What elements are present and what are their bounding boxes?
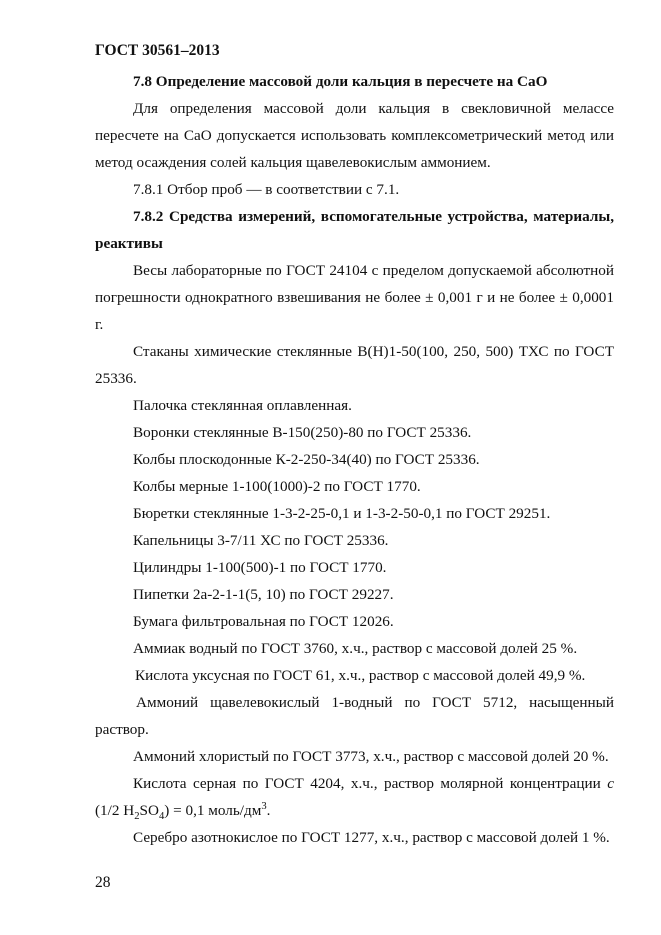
list-item: Капельницы 3-7/11 ХС по ГОСТ 25336. <box>133 532 389 549</box>
page-number: 28 <box>95 874 111 891</box>
list-item: Палочка стеклянная оплавленная. <box>133 397 352 414</box>
formula-paragraph <box>95 770 614 824</box>
formula-superscript: 3 <box>261 800 267 812</box>
list-item: Весы лабораторные по ГОСТ 24104 с пределом допускаемой абсолютной погрешности однократного взвешивания не более ± 0,001 г и не более ± 0,0001 г. <box>95 262 614 333</box>
list-item: Аммиак водный по ГОСТ 3760, х.ч., раствор с массовой долей 25 %. <box>133 640 578 657</box>
document-body <box>95 68 614 851</box>
section-heading: 7.8 Определение массовой доли кальция в пересчете на CaO <box>133 73 548 90</box>
formula-mid: SO <box>139 802 159 819</box>
list-item: Бумага фильтровальная по ГОСТ 12026. <box>133 613 394 630</box>
formula-open: (1/2 H <box>95 802 135 819</box>
formula-subscript: 4 <box>158 811 165 823</box>
paragraph: Для определения массовой доли кальция в свекловичной мелассе пересчете на CaO допускается использовать комплексометрический метод или метод осаждения солей кальция щавелевокислым аммонием. <box>95 100 614 171</box>
list-item: Цилиндры 1-100(500)-1 по ГОСТ 1770. <box>133 559 387 576</box>
list-item: Колбы мерные 1-100(1000)-2 по ГОСТ 1770. <box>133 478 421 495</box>
formula-end: . <box>266 802 271 819</box>
formula-subscript: 2 <box>134 811 140 823</box>
subsection-heading: 7.8.2 Средства измерений, вспомогательные устройства, материалы, реактивы <box>95 208 614 252</box>
list-item: Стаканы химические стеклянные В(Н)1-50(100, 250, 500) ТХС по ГОСТ 25336. <box>95 343 614 387</box>
list-item: Аммоний щавелевокислый 1-водный по ГОСТ 5712, насыщенный раствор. <box>95 694 614 738</box>
list-item: Серебро азотнокислое по ГОСТ 1277, х.ч., раствор с массовой долей 1 %. <box>133 829 610 846</box>
formula-variable: c <box>607 775 614 792</box>
formula-text: Кислота серная по ГОСТ 4204, х.ч., раствор молярной концентрации <box>133 775 601 792</box>
list-item: Аммоний хлористый по ГОСТ 3773, х.ч., раствор с массовой долей 20 %. <box>133 748 609 765</box>
list-item: Бюретки стеклянные 1-3-2-25-0,1 и 1-3-2-50-0,1 по ГОСТ 29251. <box>133 505 551 522</box>
subsection-paragraph: 7.8.1 Отбор проб — в соответствии с 7.1. <box>133 181 400 198</box>
list-item: Воронки стеклянные В-150(250)-80 по ГОСТ 25336. <box>133 424 472 441</box>
list-item: Кислота уксусная по ГОСТ 61, х.ч., раствор с массовой долей 49,9 %. <box>135 667 586 684</box>
standard-header: ГОСТ 30561–2013 <box>95 42 220 59</box>
formula-close: ) = 0,1 моль/дм <box>164 802 262 819</box>
list-item: Колбы плоскодонные К-2-250-34(40) по ГОСТ 25336. <box>133 451 480 468</box>
list-item: Пипетки 2а-2-1-1(5, 10) по ГОСТ 29227. <box>133 586 394 603</box>
